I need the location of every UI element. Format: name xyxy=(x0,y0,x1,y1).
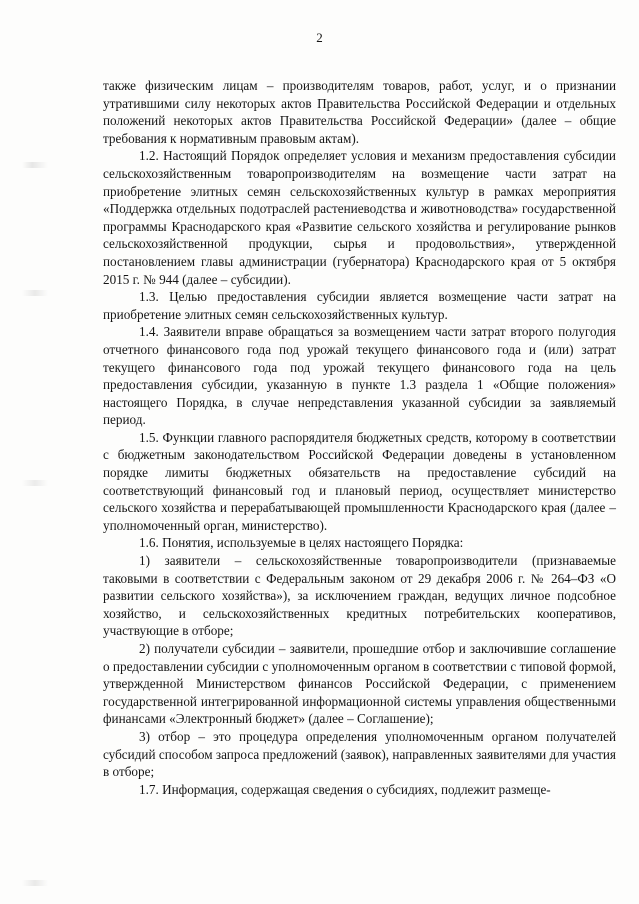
paragraph: 1) заявители – сельскохозяйственные товаропроизводители (признаваемые таковыми в соответствии с Федеральным законом от 29 декабря 2006 г. № 264–ФЗ «О развитии сельского хозяйства»), за исключением граждан, ведущих личное подсобное хозяйство, и сельскохозяйственных кредитных потребительских кооперативов, участвующие в отборе; xyxy=(103,553,616,639)
paragraph: 1.3. Целью предоставления субсидии является возмещение части затрат на приобретение элитных семян сельскохозяйственных культур. xyxy=(103,289,616,322)
paragraph: также физическим лицам – производителям товаров, работ, услуг, и о признании утратившими силу некоторых актов Правительства Российской Федерации и отдельных положений некоторых актов Правительства Российской Федерации» (далее – общие требования к нормативным правовым актам). xyxy=(103,78,616,146)
paragraph: 1.4. Заявители вправе обращаться за возмещением части затрат второго полугодия отчетного финансового года под урожай текущего финансового года и (или) затрат текущего финансового года под урожай текущего финансового года на цель предоставления субсидии, указанную в пункте 1.3 раздела 1 «Общие положения» настоящего Порядка, в случае непредставления указанной субсидии за заявляемый период. xyxy=(103,324,616,428)
paragraph: 3) отбор – это процедура определения уполномоченным органом получателей субсидий способом запроса предложений (заявок), направленных заявителями для участия в отборе; xyxy=(103,728,616,780)
scan-artifact xyxy=(22,290,48,296)
scan-artifact xyxy=(22,880,48,886)
paragraph: 1.6. Понятия, используемые в целях настоящего Порядка: xyxy=(139,535,464,551)
paragraph: 1.7. Информация, содержащая сведения о субсидиях, подлежит размеще- xyxy=(139,781,551,797)
page-number: 2 xyxy=(316,30,323,45)
paragraph: 2) получатели субсидии – заявители, прошедшие отбор и заключившие соглашение о предоставлении субсидии с уполномоченным органом в соответствии с типовой формой, утвержденной Министерством финансов Российской Федерации, с применением государственной интегрированной информационной системы управления общественными финансами «Электронный бюджет» (далее – Соглашение); xyxy=(103,641,616,727)
scan-artifact xyxy=(22,480,48,486)
scan-artifact xyxy=(22,162,48,168)
paragraph: 1.2. Настоящий Порядок определяет условия и механизм предоставления субсидии сельскохозяйственным товаропроизводителям на возмещение части затрат на приобретение элитных семян сельскохозяйственных культур в рамках мероприятия «Поддержка отдельных подотраслей растениеводства и животноводства» государственной программы Краснодарского края «Развитие сельского хозяйства и регулирование рынков сельскохозяйственной продукции, сырья и продовольствия», утвержденной постановлением главы администрации (губернатора) Краснодарского края от 5 октября 2015 г. № 944 (далее – субсидии). xyxy=(103,148,616,287)
document-body xyxy=(103,77,616,798)
paragraph: 1.5. Функции главного распорядителя бюджетных средств, которому в соответствии с бюджетным законодательством Российской Федерации доведены в установленном порядке лимиты бюджетных обязательств на предоставление субсидий на соответствующий финансовый год и плановый период, осуществляет министерство сельского хозяйства и перерабатывающей промышленности Краснодарского края (далее – уполномоченный орган, министерство). xyxy=(103,429,616,533)
